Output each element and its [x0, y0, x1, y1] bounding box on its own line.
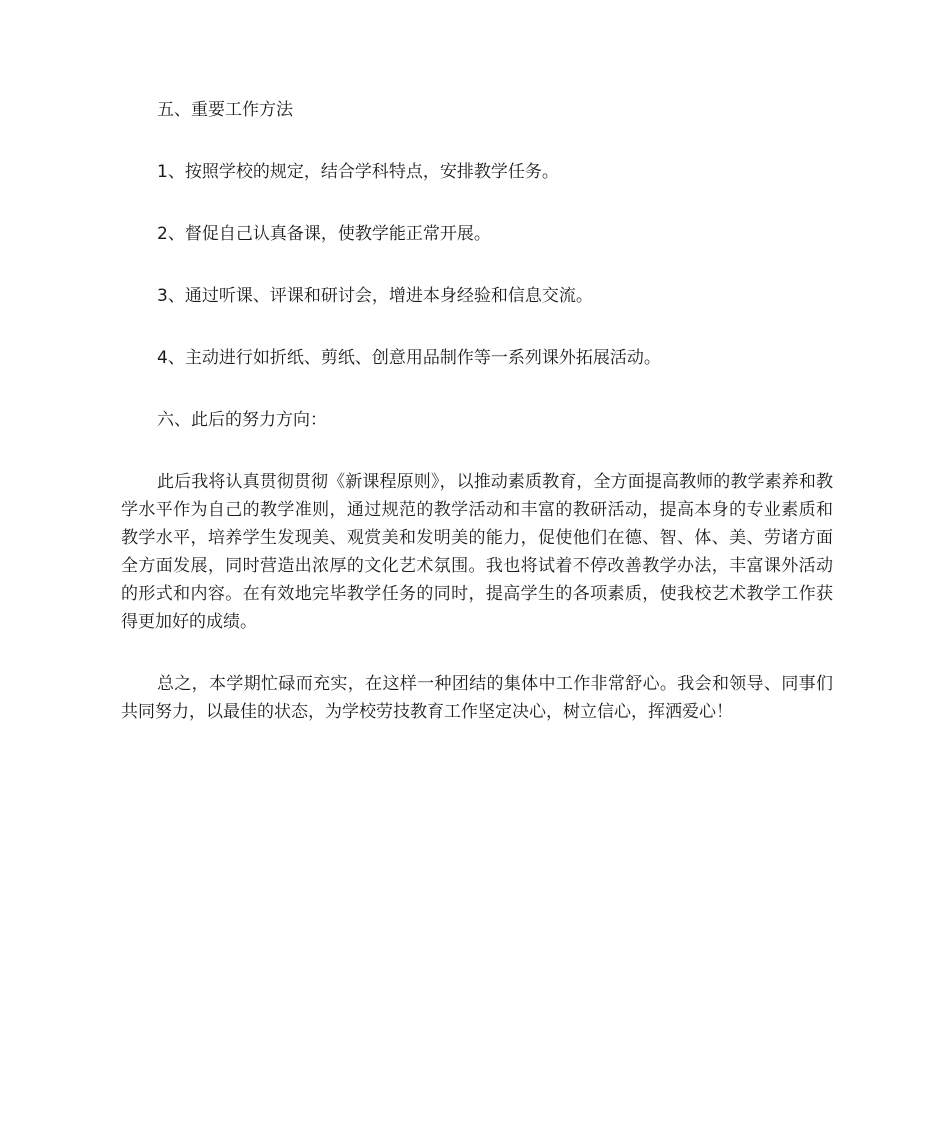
summary-paragraph: 总之，本学期忙碌而充实，在这样一种团结的集体中工作非常舒心。我会和领导、同事们共同努力，以最佳的状态，为学校劳技教育工作坚定决心，树立信心，挥洒爱心！: [121, 674, 833, 722]
section-heading-direction: 六、此后的努力方向：: [157, 410, 327, 430]
method-item-4: 4、主动进行如折纸、剪纸、创意用品制作等一系列课外拓展活动。: [157, 348, 661, 368]
method-item-3: 3、通过听课、评课和研讨会，增进本身经验和信息交流。: [157, 286, 593, 306]
direction-paragraph: 此后我将认真贯彻贯彻《新课程原则》，以推动素质教育，全方面提高教师的教学素养和教学水平作为自己的教学准则，通过规范的教学活动和丰富的教研活动，提高本身的专业素质和教学水平，培养学生发现美、观赏美和发明美的能力，促使他们在德、智、体、美、劳诸方面全方面发展，同时营造出浓厚的文化艺术氛围。我也将试着不停改善教学办法，丰富课外活动的形式和内容。在有效地完毕教学任务的同时，提高学生的各项素质，使我校艺术教学工作获得更加好的成绩。: [121, 472, 833, 632]
method-item-2: 2、督促自己认真备课，使教学能正常开展。: [157, 224, 491, 244]
section-heading-methods: 五、重要工作方法: [157, 100, 293, 120]
document-body: [121, 96, 833, 760]
method-item-1: 1、按照学校的规定，结合学科特点，安排教学任务。: [157, 162, 559, 182]
